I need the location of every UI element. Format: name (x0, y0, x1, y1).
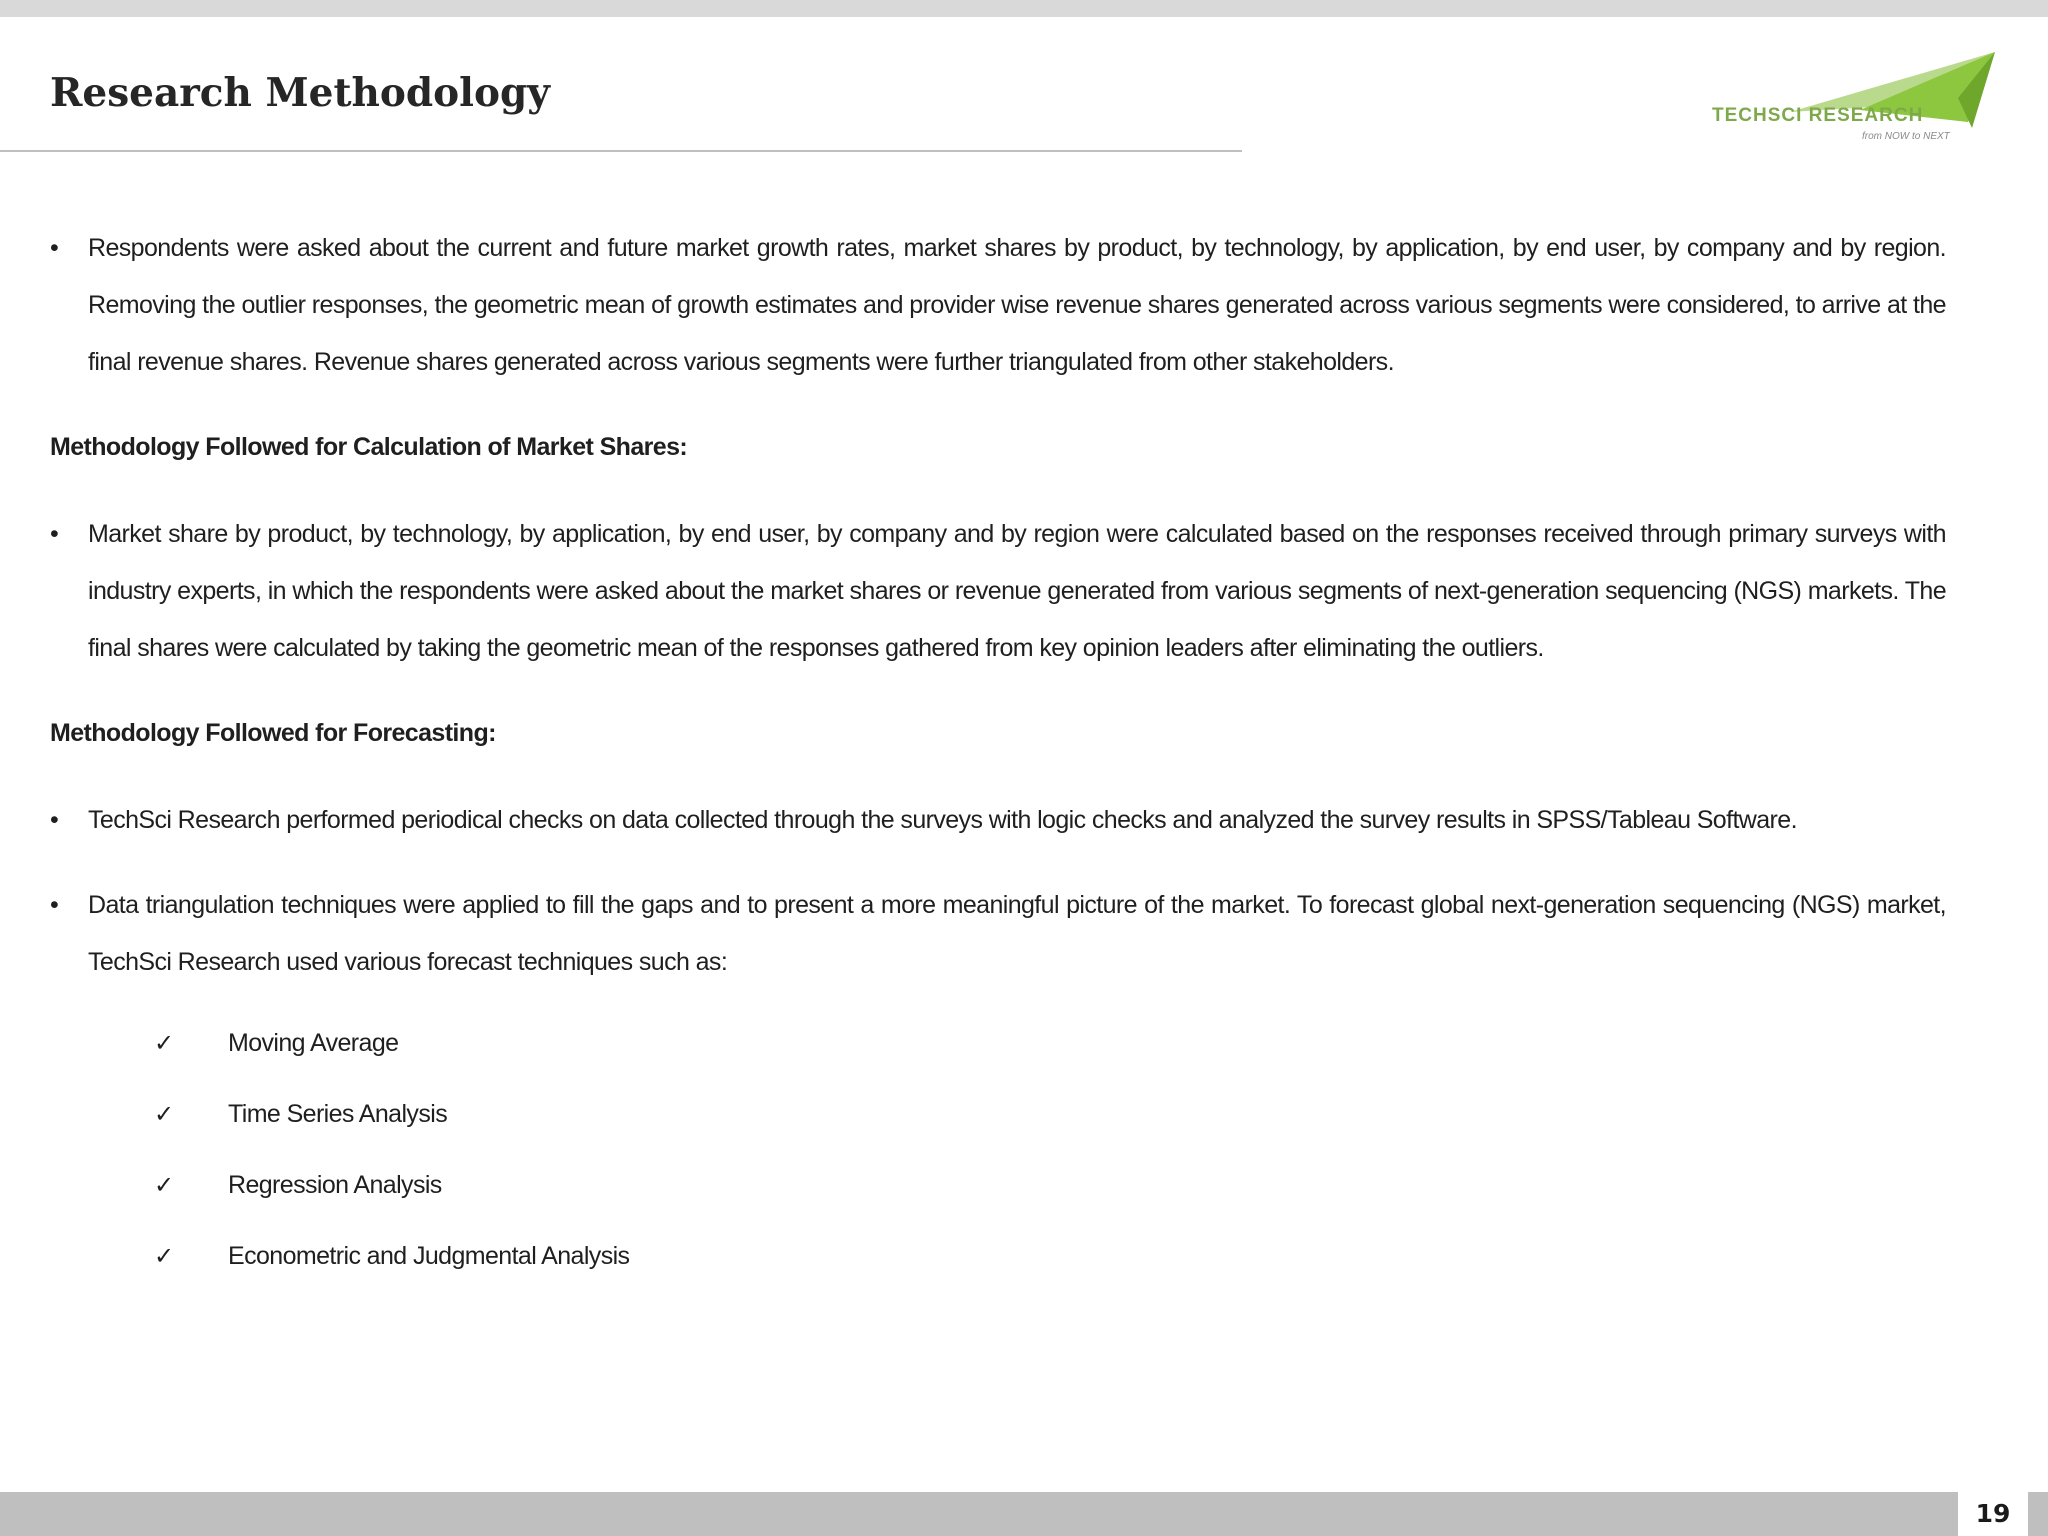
top-strip (0, 0, 2048, 17)
logo-wordmark: TECHSCI RESEARCH (1712, 105, 1924, 126)
list-item (50, 1157, 1946, 1228)
checkmark-icon: ✓ (154, 1171, 174, 1199)
forecasting-heading: Methodology Followed for Forecasting: (50, 719, 496, 747)
technique-label: Regression Analysis (228, 1171, 442, 1199)
list-item (50, 1228, 1946, 1299)
page-number: 19 (1958, 1492, 2028, 1536)
footer-bar-end (2028, 1492, 2048, 1536)
checkmark-icon: ✓ (154, 1029, 174, 1057)
title-divider (0, 150, 1242, 152)
technique-label: Econometric and Judgmental Analysis (228, 1242, 630, 1270)
intro-bullet: • Respondents were asked about the current and future market growth rates, market shares by product, by technology, by application, by end user, by company and by region. Removing the outlier responses, the geometric mean of growth estimates and provider wise revenue shares generated across various segments were considered, to arrive at the final revenue shares. Revenue shares generated across various segments were further triangulated from other stakeholders. (50, 220, 1946, 391)
list-item (50, 1015, 1946, 1086)
checkmark-icon: ✓ (154, 1242, 174, 1270)
techsci-logo (1710, 50, 2000, 150)
forecast-techniques-list (50, 1015, 1946, 1299)
methodology-body (50, 220, 1946, 1299)
forecasting-bullet-1: • TechSci Research performed periodical checks on data collected through the surveys with logic checks and analyzed the survey results in SPSS/Tableau Software. (50, 792, 1946, 849)
forecasting-bullet-2: • Data triangulation techniques were applied to fill the gaps and to present a more meaningful picture of the market. To forecast global next-generation sequencing (NGS) market, TechSci Research used various forecast techniques such as: (50, 877, 1946, 991)
technique-label: Time Series Analysis (228, 1100, 448, 1128)
page-title: Research Methodology (50, 70, 550, 116)
market-shares-heading: Methodology Followed for Calculation of Market Shares: (50, 433, 688, 461)
logo-tagline: from NOW to NEXT (1862, 131, 1950, 142)
checkmark-icon: ✓ (154, 1100, 174, 1128)
market-shares-bullet: • Market share by product, by technology, by application, by end user, by company and by region were calculated based on the responses received through primary surveys with industry experts, in which the respondents were asked about the market shares or revenue generated from various segments of next-generation sequencing (NGS) markets. The final shares were calculated by taking the geometric mean of the responses gathered from key opinion leaders after eliminating the outliers. (50, 506, 1946, 677)
technique-label: Moving Average (228, 1029, 399, 1057)
footer-bar (0, 1492, 1958, 1536)
logo-graphic (1710, 50, 2000, 150)
list-item (50, 1086, 1946, 1157)
